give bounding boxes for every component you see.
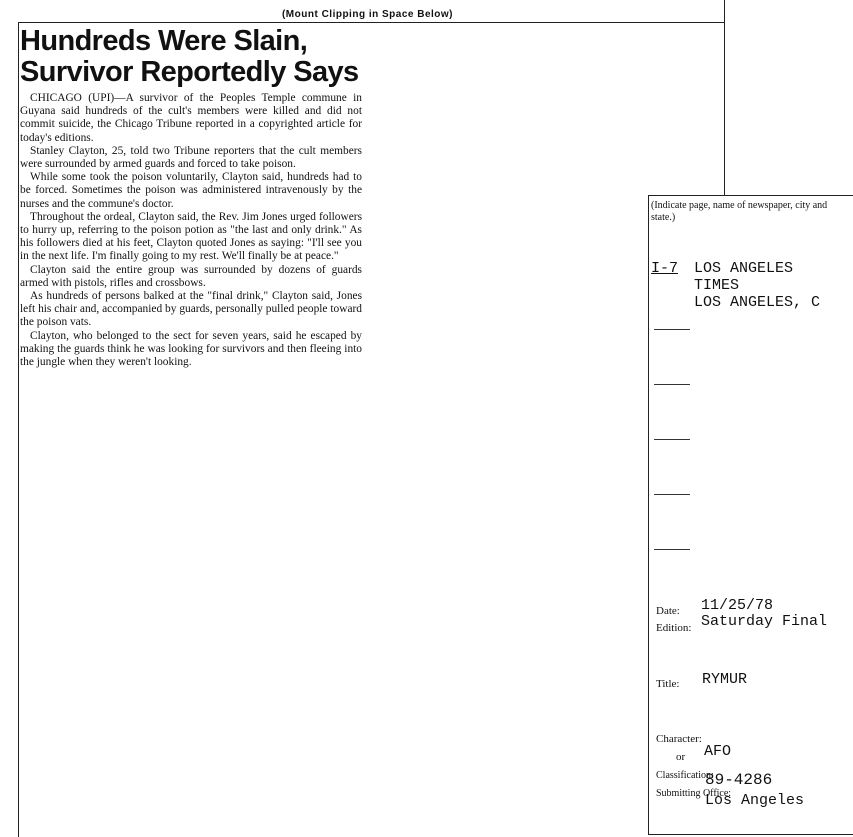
mount-frame-right-border [724, 0, 725, 195]
headline-line-2: Survivor Reportedly Says [20, 56, 359, 88]
newspaper-clipping [18, 26, 362, 369]
character-label: Character: [656, 733, 702, 745]
date-label: Date: [656, 605, 680, 617]
newspaper-name [694, 260, 820, 311]
headline-line-1: Hundreds Were Slain, [20, 25, 308, 57]
date-value: 11/25/78 [701, 597, 774, 614]
article-paragraph: Throughout the ordeal, Clayton said, the Rev. Jim Jones urged followers to hurry up, referring to the poison potion as "the last and only drink." As his followers died at his feet, Clayton quoted Jones as saying: "I'll see you in the next life. I'm finally going to my rest. We'll finally be at peace." [20, 210, 362, 263]
article-paragraph: Clayton, who belonged to the sect for seven years, said he escaped by making the guards think he was looking for survivors and then fleeing into the jungle when they weren't looking. [20, 329, 362, 369]
article-paragraph: As hundreds of persons balked at the "final drink," Clayton said, Jones left his chair and, accompanied by guards, personally pulled people toward the poison vats. [20, 290, 362, 329]
clipping-headline [18, 26, 362, 88]
blank-entry-line [654, 549, 690, 550]
newspaper-line-2: TIMES [694, 277, 740, 294]
blank-entry-line [654, 384, 690, 385]
or-label: or [676, 751, 686, 763]
blank-entry-line [654, 329, 690, 330]
article-paragraph: While some took the poison voluntarily, Clayton said, hundreds had to be forced. Sometimes the poison was administered intravenously by the nurses and the commune's doctor. [20, 171, 362, 210]
clipping-info-form [648, 195, 853, 835]
blank-entry-line [654, 494, 690, 495]
newspaper-line-3: LOS ANGELES, C [694, 294, 821, 311]
article-paragraph: Clayton said the entire group was surrounded by dozens of guards armed with pistols, rifles and crossbows. [20, 263, 362, 289]
article-paragraph: Stanley Clayton, 25, told two Tribune reporters that the cult members were surrounded by armed guards and forced to take poison. [20, 144, 362, 171]
mount-frame-top-border [18, 22, 724, 23]
article-paragraph: CHICAGO (UPI)—A survivor of the Peoples Temple commune in Guyana said hundreds of the cult's members were killed and did not commit suicide, the Chicago Tribune reported in a copyrighted article for today's editions. [20, 92, 362, 144]
edition-value: Saturday Final [701, 613, 828, 630]
classification-value: 89-4286 [705, 771, 773, 789]
title-value: RYMUR [702, 671, 748, 688]
article-body [18, 92, 362, 369]
blank-entry-line [654, 439, 690, 440]
form-instruction: (Indicate page, name of newspaper, city and state.) [651, 200, 828, 223]
submitting-office-value: Los Angeles [705, 792, 805, 809]
submitting-office-label: Submitting Office: [656, 788, 732, 799]
classification-label: Classification: [656, 770, 714, 781]
edition-label: Edition: [656, 622, 692, 634]
mount-caption: (Mount Clipping in Space Below) [281, 9, 454, 20]
title-label: Title: [656, 678, 680, 690]
page-code: I-7 [651, 260, 679, 277]
newspaper-line-1: LOS ANGELES [694, 260, 794, 277]
character-value: AFO [704, 743, 732, 760]
